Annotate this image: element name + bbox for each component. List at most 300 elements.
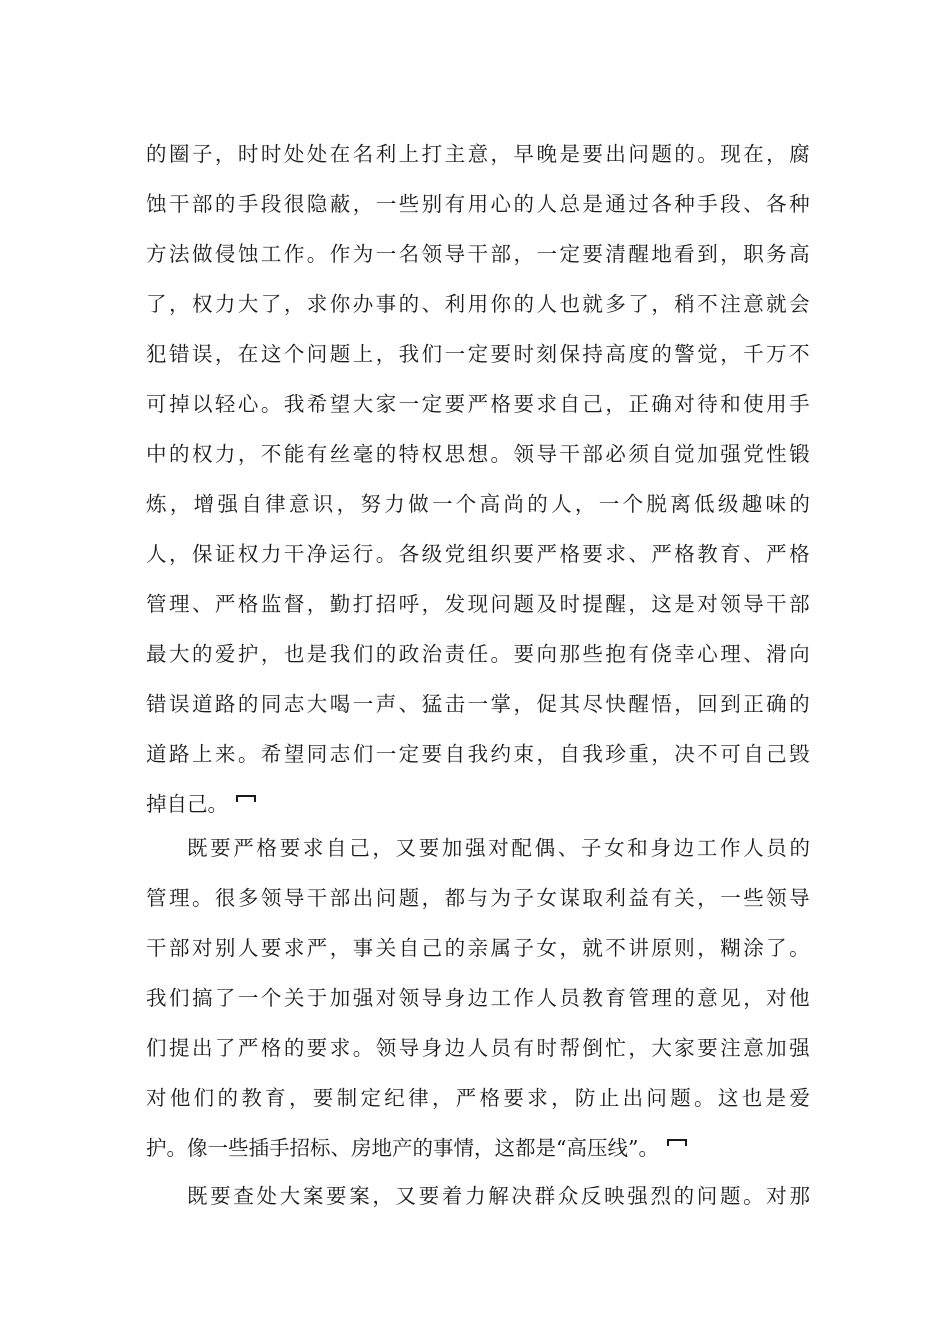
glyph: 职 <box>743 242 764 266</box>
glyph: 误 <box>191 342 213 366</box>
glyph: 强 <box>352 986 374 1010</box>
glyph: 见 <box>720 986 741 1010</box>
glyph: 作 <box>329 242 351 266</box>
glyph: 制 <box>336 1086 358 1110</box>
glyph: 一 <box>237 986 259 1010</box>
glyph: 持 <box>582 342 603 366</box>
glyph: 的 <box>673 1184 695 1208</box>
glyph: 作 <box>513 986 534 1010</box>
glyph: 题 <box>670 1086 691 1110</box>
glyph: 束 <box>513 742 534 766</box>
glyph: 一 <box>598 492 620 516</box>
glyph: 管 <box>146 886 167 910</box>
glyph: 运 <box>329 542 351 566</box>
glyph: 用 <box>467 192 489 216</box>
glyph: 的 <box>217 1086 238 1110</box>
glyph: ， <box>288 1086 310 1110</box>
glyph: 大 <box>279 1184 301 1208</box>
text-line <box>146 1083 810 1113</box>
glyph: 事 <box>375 292 397 316</box>
glyph: 幸 <box>674 642 695 666</box>
glyph: 掉 <box>168 392 190 416</box>
glyph: 们 <box>421 342 443 366</box>
glyph: 与 <box>467 886 489 910</box>
glyph: 亲 <box>467 936 489 960</box>
glyph: 个 <box>283 342 305 366</box>
glyph: 权 <box>191 292 213 316</box>
glyph: 的 <box>513 292 534 316</box>
glyph: 的 <box>146 142 167 166</box>
glyph: 管 <box>628 986 649 1010</box>
glyph: ， <box>329 936 351 960</box>
glyph: 侵 <box>214 242 236 266</box>
glyph: 织 <box>490 542 512 566</box>
glyph: 确 <box>651 392 672 416</box>
text-line <box>146 339 810 369</box>
glyph: 路 <box>168 742 190 766</box>
text-line <box>146 689 810 719</box>
glyph: 同 <box>260 692 282 716</box>
glyph: 个 <box>622 492 644 516</box>
glyph: 理 <box>651 986 672 1010</box>
glyph: 。 <box>306 242 328 266</box>
glyph: 要 <box>513 542 534 566</box>
glyph: 回 <box>697 692 718 716</box>
glyph: 级 <box>717 492 739 516</box>
glyph: 名 <box>398 242 420 266</box>
glyph: 政 <box>398 642 420 666</box>
text-line <box>146 983 810 1013</box>
glyph: 发 <box>444 592 466 616</box>
glyph: 那 <box>789 1184 810 1208</box>
glyph: 要 <box>503 1086 524 1110</box>
glyph: 提 <box>582 592 603 616</box>
glyph: 自 <box>651 442 672 466</box>
glyph: 在 <box>237 342 259 366</box>
glyph: 炼 <box>146 492 167 516</box>
glyph: 呼 <box>398 592 420 616</box>
glyph: 时 <box>260 142 282 166</box>
glyph: 自 <box>559 392 580 416</box>
glyph: 加 <box>766 1036 787 1060</box>
glyph: 要 <box>279 836 301 860</box>
glyph: 糊 <box>720 936 741 960</box>
glyph: 出 <box>622 1086 644 1110</box>
glyph: 教 <box>241 1086 262 1110</box>
glyph: 严 <box>536 542 557 566</box>
glyph: 约 <box>490 742 512 766</box>
text-line <box>146 139 810 169</box>
glyph: 的 <box>191 642 213 666</box>
glyph: 的 <box>527 492 548 516</box>
glyph: 育 <box>605 986 626 1010</box>
glyph: 这 <box>717 1086 739 1110</box>
glyph: 出 <box>605 142 626 166</box>
glyph: 边 <box>444 1036 466 1060</box>
glyph: 保 <box>559 342 580 366</box>
glyph: 要 <box>513 642 534 666</box>
glyph: ， <box>628 1036 649 1060</box>
glyph: 员 <box>559 986 580 1010</box>
glyph: 为 <box>352 242 374 266</box>
glyph: 一 <box>352 692 374 716</box>
glyph: 工 <box>260 242 282 266</box>
glyph: 。 <box>352 1036 374 1060</box>
glyph: ， <box>651 292 672 316</box>
glyph: 搞 <box>191 986 213 1010</box>
glyph: 求 <box>536 392 557 416</box>
glyph: 益 <box>628 886 649 910</box>
glyph: 我 <box>329 642 351 666</box>
glyph: 的 <box>375 642 397 666</box>
glyph: ， <box>559 936 580 960</box>
glyph: 各 <box>766 192 787 216</box>
glyph: 自 <box>241 492 262 516</box>
glyph: 心 <box>237 392 259 416</box>
glyph: 使 <box>743 392 764 416</box>
text-line <box>146 489 810 519</box>
glyph: 意 <box>743 292 764 316</box>
text-line <box>146 1033 810 1063</box>
glyph: 一 <box>375 742 397 766</box>
glyph: 员 <box>766 836 787 860</box>
glyph: 稍 <box>674 292 695 316</box>
glyph: 党 <box>444 542 466 566</box>
glyph: ， <box>720 342 741 366</box>
glyph: 止 <box>598 1086 620 1110</box>
glyph: 定 <box>421 392 443 416</box>
glyph: 段 <box>260 192 282 216</box>
glyph: 。 <box>191 886 213 910</box>
glyph: 对 <box>375 986 397 1010</box>
glyph: 领 <box>398 986 420 1010</box>
glyph: 时 <box>559 592 580 616</box>
glyph: 多 <box>605 292 626 316</box>
glyph: 就 <box>582 936 603 960</box>
glyph: 领 <box>513 442 534 466</box>
glyph: 女 <box>536 886 557 910</box>
text-line-last <box>146 789 810 819</box>
glyph: 对 <box>766 1184 787 1208</box>
glyph: 导 <box>283 886 305 910</box>
glyph: 处 <box>283 142 305 166</box>
glyph: 我 <box>146 986 167 1010</box>
glyph: 解 <box>488 1184 509 1208</box>
glyph: 治 <box>421 642 443 666</box>
glyph: 千 <box>743 342 764 366</box>
glyph: 对 <box>697 592 718 616</box>
glyph: 现 <box>467 592 489 616</box>
glyph: 种 <box>789 192 810 216</box>
glyph: 要 <box>513 392 534 416</box>
glyph: ， <box>260 642 282 666</box>
glyph: 、 <box>743 192 764 216</box>
glyph: 也 <box>741 1086 763 1110</box>
glyph: 、 <box>398 692 420 716</box>
glyph: 。 <box>789 936 810 960</box>
glyph: 通 <box>605 192 626 216</box>
glyph: 边 <box>467 986 489 1010</box>
glyph: 脱 <box>646 492 667 516</box>
glyph: 喝 <box>329 692 351 716</box>
glyph: 工 <box>490 986 512 1010</box>
glyph: 个 <box>455 492 477 516</box>
glyph: 的 <box>214 192 236 216</box>
glyph: 和 <box>627 836 648 860</box>
glyph: 干 <box>283 542 305 566</box>
glyph: 对 <box>488 836 509 860</box>
glyph: 离 <box>670 492 691 516</box>
glyph: 对 <box>191 936 213 960</box>
glyph: 他 <box>789 986 810 1010</box>
glyph: 高 <box>789 242 810 266</box>
glyph: 要 <box>418 1184 440 1208</box>
glyph: 。 <box>743 1184 764 1208</box>
glyph: 大 <box>168 642 190 666</box>
glyph: 一 <box>375 242 397 266</box>
glyph: 的 <box>237 692 259 716</box>
glyph: ， <box>513 692 534 716</box>
glyph: 希 <box>260 742 282 766</box>
glyph: 人 <box>237 936 259 960</box>
glyph: 误 <box>168 692 190 716</box>
glyph: 必 <box>605 442 626 466</box>
text-line <box>146 189 810 219</box>
glyph: ， <box>720 242 741 266</box>
glyph: 望 <box>283 742 305 766</box>
glyph: 利 <box>444 292 466 316</box>
glyph: 了 <box>260 292 282 316</box>
glyph: 作 <box>719 836 741 860</box>
glyph: 努 <box>360 492 381 516</box>
glyph: 理 <box>168 886 190 910</box>
glyph: 群 <box>534 1184 556 1208</box>
glyph: ， <box>372 836 393 860</box>
glyph: 的 <box>789 836 810 860</box>
text-line <box>146 933 810 963</box>
glyph: 的 <box>674 142 695 166</box>
glyph: 待 <box>697 392 718 416</box>
glyph: 了 <box>214 1036 236 1060</box>
glyph: 律 <box>265 492 286 516</box>
glyph: 隐 <box>306 192 328 216</box>
glyph: 干 <box>559 442 580 466</box>
glyph: 须 <box>628 442 649 466</box>
glyph: 自 <box>398 936 420 960</box>
glyph: 一 <box>444 342 466 366</box>
glyph: 志 <box>283 692 305 716</box>
glyph: 属 <box>490 936 512 960</box>
glyph: 要 <box>260 936 282 960</box>
glyph: 行 <box>352 542 374 566</box>
glyph: 、 <box>743 642 764 666</box>
glyph: 犯 <box>146 342 167 366</box>
glyph: 要 <box>210 836 231 860</box>
glyph: 打 <box>421 142 443 166</box>
glyph: 定 <box>559 242 580 266</box>
glyph: 强 <box>720 442 741 466</box>
glyph: 管 <box>146 592 167 616</box>
glyph: 。 <box>490 442 512 466</box>
glyph: 注 <box>720 1036 741 1060</box>
glyph: ， <box>283 292 305 316</box>
glyph: 格 <box>479 1086 501 1110</box>
glyph: 领 <box>260 886 282 910</box>
glyph: 净 <box>306 542 328 566</box>
glyph: 求 <box>527 1086 548 1110</box>
glyph: 部 <box>490 242 512 266</box>
glyph: 定 <box>360 1086 381 1110</box>
glyph: 刻 <box>536 342 557 366</box>
glyph: 求 <box>605 542 626 566</box>
glyph: 加 <box>697 442 718 466</box>
glyph: ， <box>168 292 190 316</box>
glyph: 的 <box>283 1036 305 1060</box>
glyph: 要 <box>697 1036 718 1060</box>
glyph: 要 <box>582 542 603 566</box>
glyph: 是 <box>582 192 603 216</box>
glyph: 很 <box>283 192 305 216</box>
glyph: 确 <box>766 692 787 716</box>
glyph: 问 <box>375 886 397 910</box>
glyph: 的 <box>444 936 466 960</box>
text-line <box>146 639 810 669</box>
glyph: 你 <box>490 292 512 316</box>
glyph: 反 <box>580 1184 602 1208</box>
glyph: 错 <box>168 342 190 366</box>
glyph: 不 <box>789 342 810 366</box>
glyph: 强 <box>217 492 238 516</box>
glyph: 人 <box>743 836 764 860</box>
glyph: 晚 <box>536 142 557 166</box>
glyph: 严 <box>306 936 328 960</box>
glyph: 来 <box>214 742 236 766</box>
glyph: 自 <box>743 742 764 766</box>
glyph: 又 <box>395 836 417 860</box>
glyph: 育 <box>265 1086 286 1110</box>
glyph: 干 <box>146 936 167 960</box>
glyph: 多 <box>237 886 259 910</box>
glyph: 性 <box>766 442 787 466</box>
glyph: ， <box>306 592 328 616</box>
glyph: 意 <box>288 492 310 516</box>
glyph: 特 <box>398 442 420 466</box>
glyph: 提 <box>168 1036 190 1060</box>
glyph: 要 <box>582 242 603 266</box>
glyph: 觉 <box>697 342 718 366</box>
glyph: 出 <box>352 886 374 910</box>
glyph: ， <box>169 492 191 516</box>
glyph: ， <box>674 692 695 716</box>
glyph: 意 <box>467 142 489 166</box>
glyph: 领 <box>720 592 741 616</box>
glyph: 做 <box>191 242 213 266</box>
glyph: 增 <box>193 492 215 516</box>
glyph: 人 <box>536 192 557 216</box>
glyph: ， <box>605 392 626 416</box>
glyph: 原 <box>651 936 672 960</box>
glyph: ， <box>431 1086 453 1110</box>
glyph: 有 <box>651 886 672 910</box>
glyph: 、 <box>191 592 213 616</box>
glyph: 出 <box>191 1036 213 1060</box>
glyph: 高 <box>479 492 501 516</box>
glyph: 身 <box>650 836 671 860</box>
glyph: 不 <box>697 292 718 316</box>
glyph: 猛 <box>421 692 443 716</box>
glyph: 作 <box>283 242 305 266</box>
glyph: 题 <box>329 342 351 366</box>
glyph: 倒 <box>582 1036 603 1060</box>
glyph: 人 <box>536 292 557 316</box>
glyph: 、 <box>628 542 649 566</box>
glyph: 都 <box>444 886 466 910</box>
glyph: 醒 <box>628 692 649 716</box>
glyph: 子 <box>191 142 213 166</box>
glyph: 干 <box>306 886 328 910</box>
glyph: 干 <box>766 592 787 616</box>
glyph: 人 <box>536 986 557 1010</box>
text-line <box>146 589 810 619</box>
glyph: 务 <box>766 242 787 266</box>
glyph: 帮 <box>559 1036 580 1060</box>
glyph: 。 <box>694 1086 715 1110</box>
glyph: 最 <box>146 642 167 666</box>
glyph: 己 <box>421 936 443 960</box>
glyph: 其 <box>559 692 580 716</box>
glyph: 也 <box>559 292 580 316</box>
glyph: 可 <box>720 742 741 766</box>
glyph: ， <box>536 742 557 766</box>
glyph: 手 <box>697 192 718 216</box>
glyph: 。 <box>237 742 259 766</box>
glyph: 涂 <box>743 936 764 960</box>
glyph: 严 <box>237 1036 259 1060</box>
glyph: 问 <box>490 592 512 616</box>
glyph: 处 <box>256 1184 278 1208</box>
glyph: 要 <box>418 836 440 860</box>
glyph: 决 <box>511 1184 532 1208</box>
glyph: 一 <box>431 492 453 516</box>
glyph: 醒 <box>605 592 626 616</box>
glyph: 子 <box>513 936 534 960</box>
glyph: 他 <box>169 1086 191 1110</box>
glyph: ， <box>766 142 787 166</box>
glyph: 人 <box>467 1036 489 1060</box>
glyph: 度 <box>628 342 649 366</box>
glyph: 子 <box>580 836 602 860</box>
glyph: 自 <box>559 742 580 766</box>
glyph: 格 <box>260 1036 282 1060</box>
glyph: 求 <box>329 1036 351 1060</box>
glyph: 就 <box>766 292 787 316</box>
glyph: ， <box>628 592 649 616</box>
glyph: 大 <box>306 692 328 716</box>
glyph: 很 <box>214 886 236 910</box>
glyph: 希 <box>306 392 328 416</box>
glyph: 有 <box>628 642 649 666</box>
glyph: 偶 <box>534 836 556 860</box>
glyph: 要 <box>490 342 512 366</box>
glyph: 组 <box>467 542 489 566</box>
glyph: ， <box>372 1184 393 1208</box>
glyph: 觉 <box>674 442 695 466</box>
glyph: 的 <box>168 442 190 466</box>
glyph: 们 <box>168 986 190 1010</box>
glyph: 加 <box>329 986 351 1010</box>
glyph: 用 <box>766 392 787 416</box>
glyph: 快 <box>605 692 626 716</box>
